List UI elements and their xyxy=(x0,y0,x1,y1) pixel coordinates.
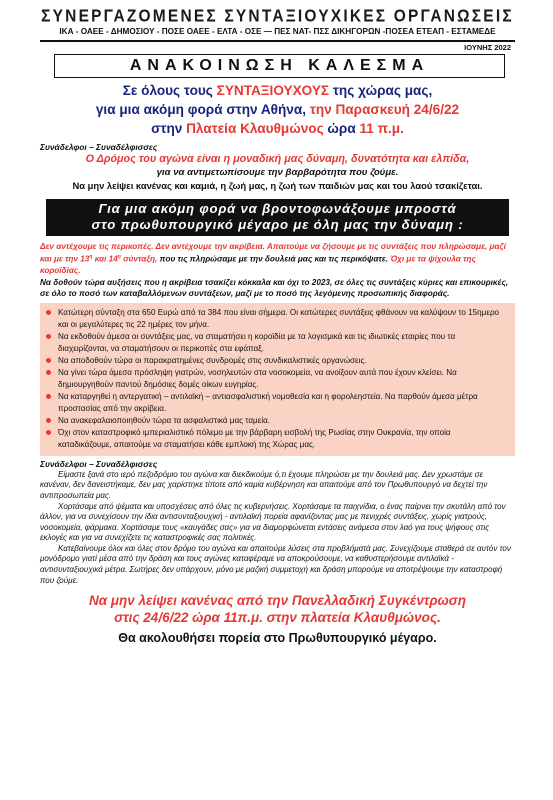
paragraph-cuts: Δεν αντέχουμε τις περικοπές. Δεν αντέχουμε την ακρίβεια. Απαιτούμε να ζήσουμε με τις συντάξεις που πληρώσαμε, μαζί και με την $13^\eta$ και $14^\eta$ σύνταξη, που τις πληρώσαμε με την δουλειά μας και τις περικόψατε. Όχι με τα ψίχουλα της κοροϊδίας. xyxy=(40,242,506,275)
paragraph-raises: Να δοθούν τώρα αυξήσεις που η ακρίβεια τσακίζει κόκκαλα και όχι το 2023, σε όλες τις συντάξεις κύριες και επικουρικές, σε όλο το ποσό των καταβαλλόμενων συντάξεων, μαζί με το ποσό της λεγόμενης προσωπικής διαφοράς. xyxy=(40,277,509,298)
flyer xyxy=(40,8,515,646)
demand-item: Κατώτερη σύνταξη στα 650 Ευρώ από τα 384 που είναι σήμερα. Οι κατώτερες συντάξεις φθάνουν να καλύψουν το 15ημερο και οι μεγαλύτερες τις 22 ημέρες τον μήνα. xyxy=(46,307,503,331)
quote-line-2: για να αντιμετωπίσουμε την βαρβαρότητα που ζούμε. xyxy=(156,167,399,178)
body-paragraph-1: Είμαστε ξανά στο ιερό πεζοδρόμιο του αγώνα και διεκδικούμε ό,τι έχουμε πληρώσει με την δουλειά μας. Δεν χρωστάμε σε κανέναν, δεν δανειστήκαμε, δεν μας χαρίστηκε τίποτε από καμία κυβέρνηση και απαιτούμε από τον Πρωθυπουργό να δεχτεί την αντιπροσωπεία μας. xyxy=(40,469,488,500)
bullet-icon xyxy=(46,430,51,435)
black-banner: Για μια ακόμη φορά να βροντοφωνάξουμε μπροστά στο πρωθυπουργικό μέγαρο με όλη μας την δύναμη : xyxy=(46,199,509,236)
bullet-icon xyxy=(46,370,51,375)
header-orgs: ΙΚΑ - ΟΑΕΕ - ΔΗΜΟΣΙΟΥ - ΠΟΣΕ ΟΑΕΕ - ΕΛΤΑ - ΟΣΕ — ΠΕΣ ΝΑΤ- ΠΣΣ ΔΙΚΗΓΟΡΩΝ -ΠΟΣΕΑ ΕΤΕΑΠ - ΕΣΤΑΜΕΔΕ xyxy=(59,27,496,36)
final-call: Να μην λείψει κανένας από την Πανελλαδική Συγκέντρωση στις 24/6/22 ώρα 11π.μ. στην πλατεία Κλαυθμώνος. xyxy=(89,593,466,626)
demand-item: Να καταργηθεί η αντεργατική – αντιλαϊκή – αντιασφαλιστική νομοθεσία και η φορολεηστεία. Να παρθούν άμεσα μέτρα προστασίας από την ακρίβεια. xyxy=(46,391,503,415)
demand-item: Να εκδοθούν άμεσα οι συντάξεις μας, να σταματήσει η κοροϊδία με τα λογισμικά και τις ιδιωτικές εταιρίες που τα διαχειρίζονται, να σταματήσουν οι περικοπές στα εφάπαξ. xyxy=(46,331,503,355)
bullet-icon xyxy=(46,334,51,339)
announcement-title: ΑΝΑΚΟΙΝΩΣΗ ΚΑΛΕΣΜΑ xyxy=(54,54,505,78)
intro-block xyxy=(40,81,515,138)
demand-item: Να γίνει τώρα άμεσα πρόσληψη γιατρών, νοσηλευτών στα νοσοκομεία, να ανοίξουν αυτά που έχουν κλείσει. Να δημιουργηθούν παντού δημόσιες δομές οίκων ευγηρίας. xyxy=(46,367,503,391)
demands-box xyxy=(40,303,515,456)
march-note: Θα ακολουθήσει πορεία στο Πρωθυπουργικό μέγαρο. xyxy=(118,631,437,646)
header-title: ΣΥΝΕΡΓΑΖΟΜΕΝΕΣ ΣΥΝΤΑΞΙΟΥΧΙΚΕΣ ΟΡΓΑΝΩΣΕΙΣ xyxy=(41,6,514,26)
body-paragraph-3: Κατεβαίνουμε όλοι και όλες στον δρόμο του αγώνα και απαιτούμε λύσεις στα προβλήματά μας. Συνεχίζουμε σταθερά σε αυτόν τον μονόδρομο γιατί μέσα από την δράση και τους αγώνες καταφέραμε να αποκρούσουμε, να καθυστερήσουμε αντιλαϊκά - αντισυνταξιουχικά μέτρα. Σωτήρες δεν υπάρχουν, μόνο με μαζική συμμετοχή και δράση μπορούμε να αποτρέψουμε την καταστροφή που ζούμε. xyxy=(40,543,511,585)
bullet-icon xyxy=(46,310,51,315)
quote-line-1: Ο Δρόμος του αγώνα είναι η μοναδική μας δύναμη, δυνατότητα και ελπίδα, xyxy=(85,153,470,165)
intro-line-2: για μια ακόμη φορά στην Αθήνα, την Παρασκευή 24/6/22 xyxy=(95,102,460,117)
intro-line-1: Σε όλους τους ΣΥΝΤΑΞΙΟΥΧΟΥΣ της χώρας μας, xyxy=(122,83,433,98)
body-paragraph-2: Χορτάσαμε από ψέματα και υποσχέσεις από όλες τις κυβερνήσεις. Χορτάσαμε τα παιχνίδια, ο ένας παίρνει την σκυτάλη από τον άλλον, για να συνεχίσουν την ίδια αντισυνταξιουχική - αντιλαϊκή πορεία αφανίζοντας μας με πενιχρές συντάξεις, χωρίς γιατρούς, νοσοκομεία, φάρμακα. Χορτάσαμε τους «καυγάδες σας» για να διαμορφώνεται εντάσεις ανάμεσα στον λαό για τους ψήφους στις εκλογές και για να συνεχίζετε τις καταστροφικές σας πολιτικές. xyxy=(40,501,506,543)
demands-list xyxy=(46,307,503,451)
intro-line-3: στην Πλατεία Κλαυθμώνος ώρα 11 π.μ. xyxy=(151,121,404,136)
bullet-icon xyxy=(46,418,51,423)
date-label: ΙΟΥΝΗΣ 2022 xyxy=(464,43,511,52)
bullet-icon xyxy=(46,394,51,399)
greeting-1: Συνάδελφοι – Συναδέλφισσες xyxy=(40,142,158,152)
demand-item: Να ανακεφαλαιοποιηθούν τώρα τα ασφαλιστικά μας ταμεία. xyxy=(46,415,503,427)
greeting-2: Συνάδελφοι – Συναδέλφισσες xyxy=(40,458,158,469)
demand-item: Όχι στον καταστροφικό ιμπεριαλιστικό πόλεμο με την βάρβαρη εισβολή της Ρωσίας στην Ουκρανία, την οποία καταδικάζουμε, απαιτούμε να σταματήσει κάθε εμπλοκή της Χώρας μας. xyxy=(46,427,503,451)
demand-item: Να αποδοθούν τώρα οι παρακρατημένες συνδρομές στις συνδικαλιστικές οργανώσεις. xyxy=(46,355,503,367)
bullet-icon xyxy=(46,358,51,363)
quote-line-3: Να μην λείψει κανένας και καμιά, η ζωή μας, η ζωή των παιδιών μας και του λαού τσακίζεται. xyxy=(72,180,483,191)
